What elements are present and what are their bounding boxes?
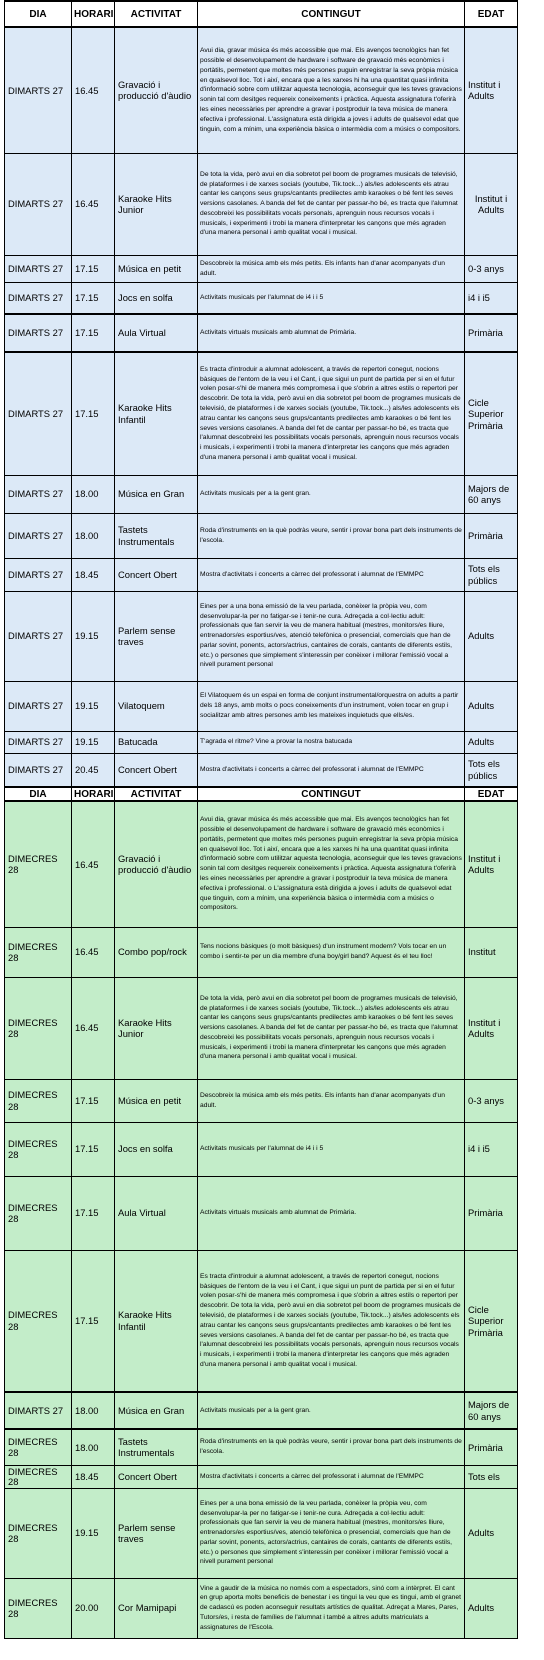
cell-horari: 17.15 bbox=[72, 314, 115, 352]
cell-dia: DIMARTS 27 bbox=[5, 681, 72, 731]
cell-horari: 18.00 bbox=[72, 1392, 115, 1429]
cell-horari: 19.15 bbox=[72, 731, 115, 753]
header-row bbox=[5, 787, 518, 801]
cell-edat: 0-3 anys bbox=[465, 255, 518, 282]
cell-edat: Adults bbox=[465, 731, 518, 753]
cell-activitat: Concert Obert bbox=[115, 558, 198, 591]
cell-dia: DIMECRES 28 bbox=[5, 1250, 72, 1392]
cell-activitat: Karaoke Hits Junior bbox=[115, 977, 198, 1079]
cell-dia: DIMECRES 28 bbox=[5, 1122, 72, 1176]
table-row bbox=[5, 255, 518, 282]
cell-dia: DIMARTS 27 bbox=[5, 513, 72, 558]
cell-edat: Tots els públics bbox=[465, 558, 518, 591]
cell-horari: 17.15 bbox=[72, 255, 115, 282]
cell-contingut: El Vilatoquem és un espai en forma de conjunt instrumental/orquestra on adults a partir dels 18 anys, amb molts o pocs coneixements d'un instrument, volen tocar en grup i socialitzar amb altres persones amb les mateixes inquietuds que ells/es. bbox=[198, 681, 465, 731]
header-edat: EDAT bbox=[465, 787, 518, 801]
cell-activitat: Karaoke Hits Infantil bbox=[115, 1250, 198, 1392]
header-contingut: CONTINGUT bbox=[198, 1, 465, 27]
cell-edat: 0-3 anys bbox=[465, 1079, 518, 1122]
cell-edat: Adults bbox=[465, 1578, 518, 1638]
cell-horari: 20.45 bbox=[72, 753, 115, 787]
cell-dia: DIMARTS 27 bbox=[5, 558, 72, 591]
schedule-table bbox=[4, 0, 518, 1639]
table-row bbox=[5, 591, 518, 681]
cell-horari: 16.45 bbox=[72, 927, 115, 977]
table-row bbox=[5, 1250, 518, 1392]
cell-activitat: Aula Virtual bbox=[115, 1176, 198, 1250]
cell-activitat: Cor Mamipapi bbox=[115, 1578, 198, 1638]
cell-dia: DIMARTS 27 bbox=[5, 153, 72, 255]
cell-activitat: Música en petit bbox=[115, 1079, 198, 1122]
cell-horari: 18.00 bbox=[72, 513, 115, 558]
cell-edat: Institut i Adults bbox=[465, 801, 518, 927]
table-row bbox=[5, 352, 518, 475]
table-row bbox=[5, 1429, 518, 1465]
cell-horari: 18.45 bbox=[72, 1465, 115, 1488]
table-row bbox=[5, 282, 518, 314]
table-row bbox=[5, 1392, 518, 1429]
cell-contingut: Roda d'instruments en la què podràs veure, sentir i provar bona part dels instruments de l'escola. bbox=[198, 1429, 465, 1465]
header-edat: EDAT bbox=[465, 1, 518, 27]
table-row bbox=[5, 1176, 518, 1250]
cell-activitat: Parlem sense traves bbox=[115, 1488, 198, 1578]
cell-contingut: Tens nocions bàsiques (o molt bàsiques) d'un instrument modern? Vols tocar en un combo i sentir-te per un dia membre d'una boy/girl band? Aquest és el teu lloc! bbox=[198, 927, 465, 977]
table-row bbox=[5, 977, 518, 1079]
cell-contingut: Descobreix la música amb els més petits. Els infants han d'anar acompanyats d'un adult. bbox=[198, 1079, 465, 1122]
cell-horari: 19.15 bbox=[72, 681, 115, 731]
table-row bbox=[5, 314, 518, 352]
cell-edat: Cicle Superior Primària bbox=[465, 352, 518, 475]
cell-edat: Primària bbox=[465, 513, 518, 558]
cell-edat: Institut i Adults bbox=[465, 153, 518, 255]
cell-horari: 19.15 bbox=[72, 591, 115, 681]
cell-horari: 18.45 bbox=[72, 558, 115, 591]
cell-activitat: Batucada bbox=[115, 731, 198, 753]
header-dia: DIA bbox=[5, 787, 72, 801]
table-row bbox=[5, 153, 518, 255]
cell-dia: DIMARTS 27 bbox=[5, 475, 72, 513]
cell-activitat: Gravació i producció d'àudio bbox=[115, 27, 198, 153]
cell-activitat: Jocs en solfa bbox=[115, 282, 198, 314]
cell-contingut: Descobreix la música amb els més petits. Els infants han d'anar acompanyats d'un adult. bbox=[198, 255, 465, 282]
table-row bbox=[5, 513, 518, 558]
header-activitat: ACTIVITAT bbox=[115, 787, 198, 801]
cell-edat: Adults bbox=[465, 1488, 518, 1578]
cell-dia: DIMECRES 28 bbox=[5, 977, 72, 1079]
cell-contingut: De tota la vida, però avui en dia sobretot pel boom de programes musicals de televisió, de plataformes i de xarxes socials (youtube, Tik.tock...) als/les adolescents els atrau cantar les cançons seus grups/cantants predilectes amb karaokes o bé fent les seves versions casolanes. A banda del fet de cantar per passar-ho bé, es tracta que l'alumnat descobreixi les possibilitats vocals personals, aprenguin nous recursos vocals i musicals, i experimenti i trobi la manera d'interpretar les cançons que més agraden d'una manera personal i amb qualitat vocal i musical. bbox=[198, 153, 465, 255]
cell-dia: DIMECRES 28 bbox=[5, 1465, 72, 1488]
cell-contingut: Avui dia, gravar música és més accessible que mai. Els avenços tecnològics han fet possible el desenvolupament de hardware i software de gravació més econòmics i portàtils, permetent que moltes més persones puguin enregistrar la seva pròpia música en qualsevol lloc. Tot i així, encara que a les xarxes hi ha una quantitat quasi infinita d'informació sobre com utilitzar aquesta tecnologia, aconseguir que les teves gravacions sonin tal com desitges requereix coneixements i pràctica. Aquesta assignatura t'oferirà les eines necessàries per aprendre a gravar i postproduir la teva música de manera efectiva i professional. o L'assignatura està dirigida a joves i adults de qualsevol edat que tinguin, com a mínim, una experiència bàsica o intermèdia com a músics o compositors. bbox=[198, 801, 465, 927]
cell-contingut: De tota la vida, però avui en dia sobretot pel boom de programes musicals de televisió, de plataformes i de xarxes socials (youtube, Tik.tock...) als/les adolescents els atrau cantar les cançons seus grups/cantants predilectes amb karaokes o bé fent les seves versions casolanes. A banda del fet de cantar per passar-ho bé, es tracta que l'alumnat descobreixi les possibilitats vocals personals, aprenguin nous recursos vocals i musicals, i experimenti i trobi la manera d'interpretar les cançons que més agraden d'una manera personal i amb qualitat vocal i musical. bbox=[198, 977, 465, 1079]
cell-horari: 19.15 bbox=[72, 1488, 115, 1578]
cell-contingut: Activitats virtuals musicals amb alumnat de Primària. bbox=[198, 314, 465, 352]
cell-edat: Tots els bbox=[465, 1465, 518, 1488]
cell-horari: 16.45 bbox=[72, 27, 115, 153]
table-row bbox=[5, 27, 518, 153]
cell-edat: i4 i i5 bbox=[465, 282, 518, 314]
cell-contingut: Eines per a una bona emissió de la veu parlada, conèixer la pròpia veu, com desenvolupar-la per no fatigar-se i tenir-ne cura. Adreçada a col·lectiu adult: professionals que fan servir la veu de manera habitual (mestres, monitors/es lliure, entrenadors/es esportius/ves, atenció telefònica o presencial, comercials que han de parlar sovint, ponents, actors/actrius, cantaires de corals, cantants de diferents estils, etc.) o persones que simplement s'interessin per conèixer i millorar l'emissió vocal a nivell purament personal bbox=[198, 1488, 465, 1578]
cell-horari: 17.15 bbox=[72, 1250, 115, 1392]
cell-contingut: Activitats musicals per l'alumnat de i4 i i 5 bbox=[198, 282, 465, 314]
cell-horari: 20.00 bbox=[72, 1578, 115, 1638]
table-row bbox=[5, 681, 518, 731]
cell-dia: DIMECRES 28 bbox=[5, 1079, 72, 1122]
cell-horari: 17.15 bbox=[72, 1176, 115, 1250]
cell-dia: DIMECRES 28 bbox=[5, 1488, 72, 1578]
cell-contingut: Activitats musicals per a la gent gran. bbox=[198, 1392, 465, 1429]
cell-contingut: Vine a gaudir de la música no només com a espectadors, sinó com a intèrpret. El cant en grup aporta molts beneficis de benestar i es tingui la veu que es tingui, amb el granet de cadascú es poden aconseguir resultats artístics de qualitat. Adreçat a Mares, Pares, Tutors/es, i resta de famílies de l'alumnat i també a altres adults matriculats a assignatures de l'Escola. bbox=[198, 1578, 465, 1638]
table-row bbox=[5, 558, 518, 591]
cell-activitat: Aula Virtual bbox=[115, 314, 198, 352]
cell-dia: DIMECRES 28 bbox=[5, 1429, 72, 1465]
cell-dia: DIMARTS 27 bbox=[5, 282, 72, 314]
table-row bbox=[5, 753, 518, 787]
cell-dia: DIMARTS 27 bbox=[5, 352, 72, 475]
table-row bbox=[5, 1488, 518, 1578]
table-row bbox=[5, 927, 518, 977]
cell-dia: DIMARTS 27 bbox=[5, 27, 72, 153]
cell-contingut: Activitats virtuals musicals amb alumnat de Primària. bbox=[198, 1176, 465, 1250]
cell-horari: 16.45 bbox=[72, 977, 115, 1079]
cell-horari: 17.15 bbox=[72, 352, 115, 475]
cell-edat: Institut i Adults bbox=[465, 27, 518, 153]
cell-activitat: Concert Obert bbox=[115, 1465, 198, 1488]
cell-dia: DIMARTS 27 bbox=[5, 731, 72, 753]
cell-contingut: Activitats musicals per l'alumnat de i4 i i 5 bbox=[198, 1122, 465, 1176]
table-row bbox=[5, 1578, 518, 1638]
cell-activitat: Música en Gran bbox=[115, 475, 198, 513]
cell-edat: Adults bbox=[465, 681, 518, 731]
header-contingut: CONTINGUT bbox=[198, 787, 465, 801]
cell-edat: i4 i i5 bbox=[465, 1122, 518, 1176]
header-horari: HORARI bbox=[72, 787, 115, 801]
cell-activitat: Karaoke Hits Junior bbox=[115, 153, 198, 255]
cell-activitat: Tastets Instrumentals bbox=[115, 1429, 198, 1465]
cell-horari: 16.45 bbox=[72, 153, 115, 255]
cell-edat: Adults bbox=[465, 591, 518, 681]
cell-contingut: T'agrada el ritme? Vine a provar la nostra batucada bbox=[198, 731, 465, 753]
cell-dia: DIMARTS 27 bbox=[5, 753, 72, 787]
cell-contingut: Avui dia, gravar música és més accessible que mai. Els avenços tecnològics han fet possible el desenvolupament de hardware i software de gravació més econòmics i portàtils, permetent que moltes més persones puguin enregistrar la seva pròpia música en qualsevol lloc. Tot i així, encara que a les xarxes hi ha una quantitat quasi infinita d'informació sobre com utilitzar aquesta tecnologia, aconseguir que les teves gravacions sonin tal com desitges requereix coneixements i pràctica. Aquesta assignatura t'oferirà les eines necessàries per aprendre a gravar i postproduir la teva música de manera efectiva i professional. L'assignatura està dirigida a joves i adults de qualsevol edat que tinguin, com a mínim, una experiència bàsica o intermèdia com a músics o compositors. bbox=[198, 27, 465, 153]
cell-horari: 18.00 bbox=[72, 1429, 115, 1465]
cell-horari: 18.00 bbox=[72, 475, 115, 513]
cell-edat: Primària bbox=[465, 1176, 518, 1250]
header-row bbox=[5, 1, 518, 27]
table-row bbox=[5, 801, 518, 927]
cell-horari: 17.15 bbox=[72, 282, 115, 314]
cell-horari: 17.15 bbox=[72, 1079, 115, 1122]
header-dia: DIA bbox=[5, 1, 72, 27]
cell-horari: 16.45 bbox=[72, 801, 115, 927]
cell-dia: DIMARTS 27 bbox=[5, 255, 72, 282]
cell-edat: Institut bbox=[465, 927, 518, 977]
cell-activitat: Gravació i producció d'àudio bbox=[115, 801, 198, 927]
table-row bbox=[5, 1122, 518, 1176]
cell-edat: Cicle Superior Primària bbox=[465, 1250, 518, 1392]
cell-dia: DIMECRES 28 bbox=[5, 801, 72, 927]
cell-edat: Institut i Adults bbox=[465, 977, 518, 1079]
cell-edat: Primària bbox=[465, 1429, 518, 1465]
cell-dia: DIMECRES 28 bbox=[5, 1176, 72, 1250]
cell-activitat: Concert Obert bbox=[115, 753, 198, 787]
cell-edat: Tots els públics bbox=[465, 753, 518, 787]
cell-dia: DIMARTS 27 bbox=[5, 314, 72, 352]
cell-contingut: Mostra d'activitats i concerts a càrrec del professorat i alumnat de l'EMMPC bbox=[198, 1465, 465, 1488]
cell-activitat: Parlem sense traves bbox=[115, 591, 198, 681]
table-row bbox=[5, 475, 518, 513]
cell-edat: Majors de 60 anys bbox=[465, 475, 518, 513]
table-row bbox=[5, 1079, 518, 1122]
cell-edat: Primària bbox=[465, 314, 518, 352]
header-horari: HORARI bbox=[72, 1, 115, 27]
cell-contingut: Roda d'instruments en la què podràs veure, sentir i provar bona part dels instruments de l'escola. bbox=[198, 513, 465, 558]
cell-contingut: Activitats musicals per a la gent gran. bbox=[198, 475, 465, 513]
cell-contingut: Es tracta d'introduir a alumnat adolescent, a través de repertori conegut, nocions bàsiques de l'entorn de la veu i el Cant, i que sigui un punt de partida per si en el futur volen posar-s'hi de manera més compromesa i que s'obrin a altres estils o repertori per descobrir. De tota la vida, però avui en dia sobretot pel boom de programes musicals de televisió, de plataformes i de xarxes socials (youtube, Tik.tock...) als/les adolescents els atrau cantar les cançons seus grups/cantants predilectes amb karaokes o bé fent les seves versions casolanes. A banda del fet de cantar per passar-ho bé, es tracta que l'alumnat descobreixi les possibilitats vocals personals, aprenguin nous recursos vocals i musicals, i experimenti i trobi la manera d'interpretar les cançons que més agraden d'una manera personal i amb qualitat vocal i musical. bbox=[198, 1250, 465, 1392]
header-activitat: ACTIVITAT bbox=[115, 1, 198, 27]
cell-contingut: Eines per a una bona emissió de la veu parlada, conèixer la pròpia veu, com desenvolupar-la per no fatigar-se i tenir-ne cura. Adreçada a col·lectiu adult: professionals que fan servir la veu de manera habitual (mestres, monitors/es lliure, entrenadors/es esportius/ves, atenció telefònica o presencial, comercials que han de parlar sovint, ponents, actors/actrius, cantaires de corals, cantants de diferents estils, etc.) o persones que simplement s'interessin per conèixer i millorar l'emissió vocal a nivell purament personal bbox=[198, 591, 465, 681]
cell-contingut: Mostra d'activitats i concerts a càrrec del professorat i alumnat de l'EMMPC bbox=[198, 753, 465, 787]
cell-contingut: Mostra d'activitats i concerts a càrrec del professorat i alumnat de l'EMMPC bbox=[198, 558, 465, 591]
cell-dia: DIMARTS 27 bbox=[5, 1392, 72, 1429]
cell-activitat: Música en petit bbox=[115, 255, 198, 282]
schedule-sheet bbox=[4, 0, 517, 1639]
cell-activitat: Karaoke Hits Infantil bbox=[115, 352, 198, 475]
cell-contingut: Es tracta d'introduir a alumnat adolescent, a través de repertori conegut, nocions bàsiques de l'entorn de la veu i el Cant, i que sigui un punt de partida per si en el futur volen posar-s'hi de manera més compromesa i que s'obrin a altres estils o repertori per descobrir. De tota la vida, però avui en dia sobretot pel boom de programes musicals de televisió, de plataformes i de xarxes socials (youtube, Tik.tock...) als/les adolescents els atrau cantar les cançons seus grups/cantants predilectes amb karaokes o bé fent les seves versions casolanes. A banda del fet de cantar per passar-ho bé, es tracta que l'alumnat descobreixi les possibilitats vocals personals, aprenguin nous recursos vocals i musicals, i experimenti i trobi la manera d'interpretar les cançons que més agraden d'una manera personal i amb qualitat vocal i musical. bbox=[198, 352, 465, 475]
table-row bbox=[5, 1465, 518, 1488]
cell-activitat: Música en Gran bbox=[115, 1392, 198, 1429]
cell-dia: DIMARTS 27 bbox=[5, 591, 72, 681]
cell-dia: DIMECRES 28 bbox=[5, 927, 72, 977]
cell-dia: DIMECRES 28 bbox=[5, 1578, 72, 1638]
cell-activitat: Tastets Instrumentals bbox=[115, 513, 198, 558]
cell-horari: 17.15 bbox=[72, 1122, 115, 1176]
cell-edat: Majors de 60 anys bbox=[465, 1392, 518, 1429]
cell-activitat: Combo pop/rock bbox=[115, 927, 198, 977]
table-row bbox=[5, 731, 518, 753]
cell-activitat: Vilatoquem bbox=[115, 681, 198, 731]
cell-activitat: Jocs en solfa bbox=[115, 1122, 198, 1176]
